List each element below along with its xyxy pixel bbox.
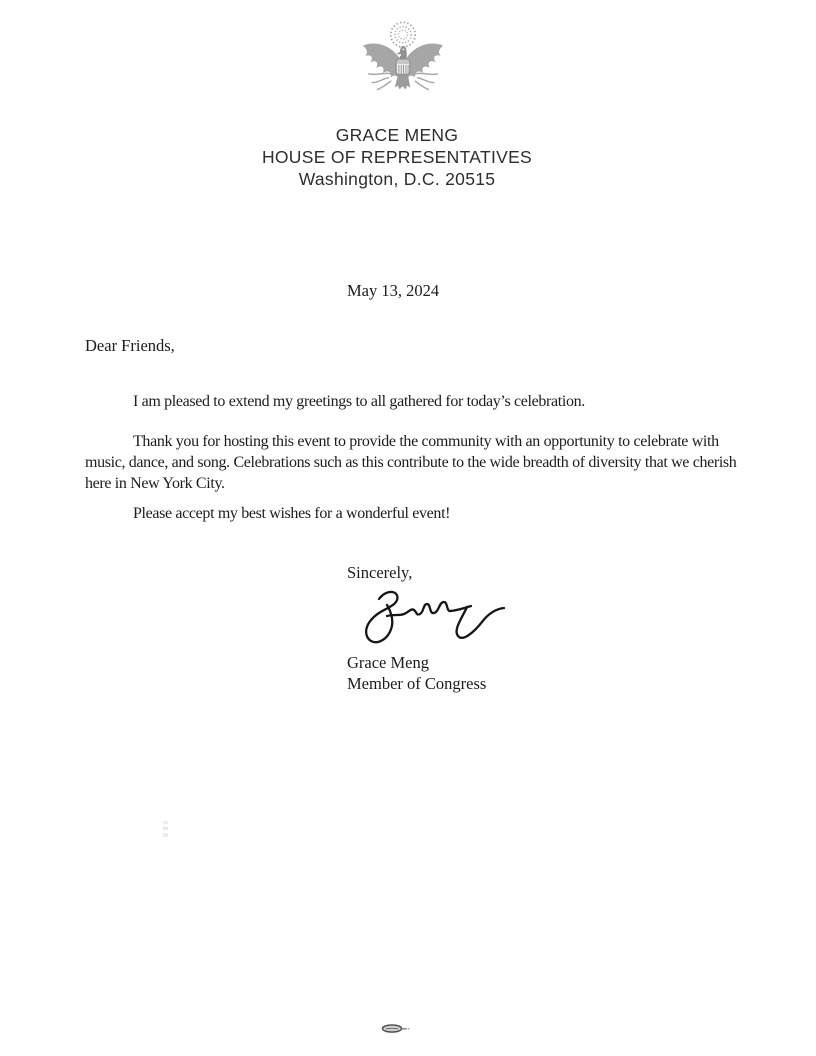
body-paragraph: I am pleased to extend my greetings to all gathered for today’s celebration. (133, 393, 585, 410)
letterhead-address: Washington, D.C. 20515 (298, 169, 496, 189)
union-printer-bug (381, 1021, 411, 1032)
signer-title: Member of Congress (347, 674, 487, 693)
signer-block (347, 652, 486, 694)
salutation: Dear Friends, (85, 336, 175, 355)
us-congress-eagle-seal-icon (356, 20, 450, 114)
closing: Sincerely, (347, 563, 413, 582)
letter-date: May 13, 2024 (347, 281, 440, 300)
letterhead (0, 124, 805, 190)
body-paragraph: Thank you for hosting this event to provide the community with an opportunity to celebrate with music, dance, and song. Celebrations such as this contribute to the wide breadth of diversity that we cherish here in New York City. (85, 433, 737, 492)
scan-artifact (163, 821, 168, 837)
letterhead-office: HOUSE OF REPRESENTATIVES (261, 147, 533, 167)
letterhead-name: GRACE MENG (335, 125, 459, 145)
body-paragraph: Please accept my best wishes for a wonderful event! (133, 505, 451, 522)
grace-meng-handwritten-signature (356, 586, 508, 646)
signer-name: Grace Meng (347, 653, 430, 672)
